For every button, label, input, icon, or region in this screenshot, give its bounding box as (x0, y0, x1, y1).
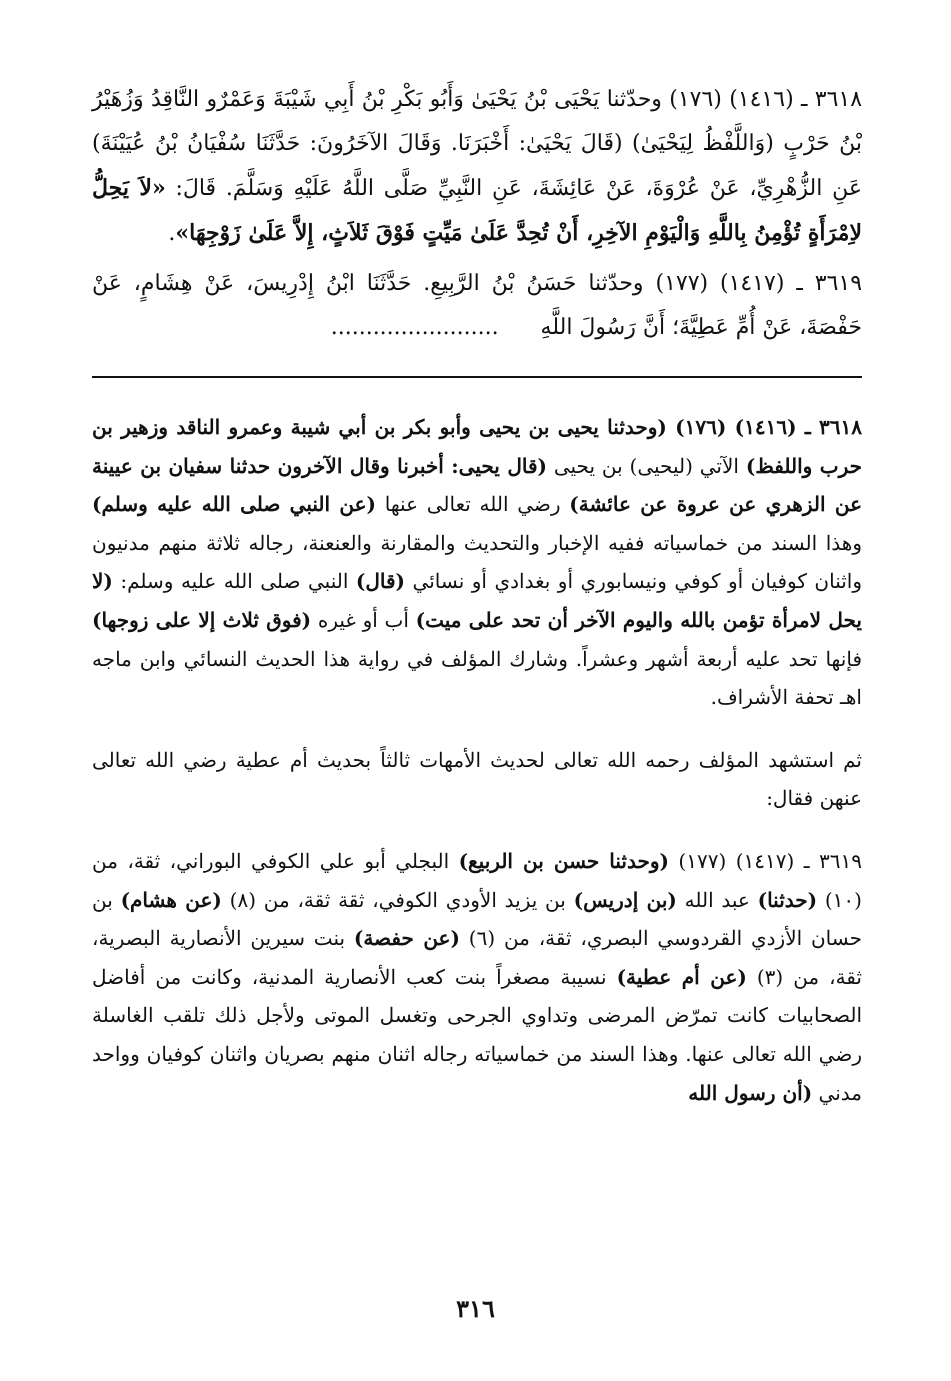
footnote-divider (92, 376, 862, 378)
hadith-text-block (92, 78, 862, 350)
hadith-3618 (92, 78, 862, 256)
hadith-3619 (92, 262, 862, 350)
page-number: ٣١٦ (456, 1294, 495, 1323)
hadith-3618-isnad: ٣٦١٨ ـ (١٤١٦) (١٧٦) وحدّثنا يَحْيَى بْنُ يَحْيَىٰ وَأَبُو بَكْرِ بْنُ أَبِي شَيْبَةَ وَعَمْرٌو النَّاقِدُ وَزُهَيْرُ بْنُ حَرْبٍ (وَاللَّفْظُ لِيَحْيَىٰ) (قَالَ يَحْيَىٰ: أَخْبَرَنَا. وَقَالَ الآخَرُونَ: حَدَّثَنَا سُفْيَانُ بْنُ عُيَيْنَةَ) عَنِ الزُّهْرِيِّ، عَنْ عُرْوَةَ، عَنْ عَائِشَةَ، عَنِ النَّبِيِّ صَلَّى اللَّهُ عَلَيْهِ وَسَلَّمَ. قَالَ: (92, 87, 863, 201)
commentary-3618: ٣٦١٨ ـ (١٤١٦) (١٧٦) (وحدثنا يحيى بن يحيى وأبو بكر بن أبي شيبة وعمرو الناقد وزهير بن حرب واللفظ) الآتي (ليحيى) بن يحيى (قال يحيى: أخبرنا وقال الآخرون حدثنا سفيان بن عيينة عن الزهري عن عروة عن عائشة) رضي الله تعالى عنها (عن النبي صلى الله عليه وسلم) وهذا السند من خماسياته ففيه الإخبار والتحديث والمقارنة والعنعنة، رجاله ثلاثة منهم مدنيون واثنان كوفيان أو كوفي ونيسابوري أو بغدادي أو نسائي (قال) النبي صلى الله عليه وسلم: (لا يحل لامرأة تؤمن بالله واليوم الآخر أن تحد على ميت) أب أو غيره (فوق ثلاث إلا على زوجها) فإنها تحد عليه أربعة أشهر وعشراً. وشارك المؤلف في رواية هذا الحديث النسائي وابن ماجه اهـ تحفة الأشراف. (92, 415, 863, 710)
commentary-block (92, 408, 862, 1112)
hadith-3618-end: . (168, 221, 176, 246)
hadith-3619-dots: ........................ (330, 315, 499, 340)
hadith-3619-text: ٣٦١٩ ـ (١٤١٧) (١٧٧) وحدّثنا حَسَنُ بْنُ الرَّبِيعِ. حَدَّثَنَا ابْنُ إِدْرِيسَ، عَنْ هِشَامٍ، عَنْ حَفْصَةَ، عَنْ أُمِّ عَطِيَّةَ؛ أَنَّ رَسُولَ اللَّهِ (92, 271, 863, 340)
hadith-3618-matn: «لاَ يَحِلُّ لاِمْرَأَةٍ تُؤْمِنُ بِاللَّهِ وَالْيَوْمِ الآخِرِ، أَنْ تُحِدَّ عَلَىٰ مَيِّتٍ فَوْقَ ثَلاَثٍ، إِلاَّ عَلَىٰ زَوْجِهَا» (92, 175, 862, 246)
commentary-transition: ثم استشهد المؤلف رحمه الله تعالى لحديث الأمهات ثالثاً بحديث أم عطية رضي الله تعالى عنهن فقال: (92, 747, 862, 811)
commentary-3619: ٣٦١٩ ـ (١٤١٧) (١٧٧) (وحدثنا حسن بن الربيع) البجلي أبو علي الكوفي البوراني، ثقة، من (١٠) (حدثنا) عبد الله (بن إدريس) بن يزيد الأودي الكوفي، ثقة ثقة، من (٨) (عن هشام) بن حسان الأزدي القردوسي البصري، ثقة، من (٦) (عن حفصة) بنت سيرين الأنصارية البصرية، ثقة، من (٣) (عن أم عطية) نسيبة مصغراً بنت كعب الأنصارية المدنية، وكانت من أفاضل الصحابيات كانت تمرّض المرضى وتداوي الجرحى وتغسل الموتى ولأجل ذلك تلقب الغاسلة رضي الله تعالى عنها. وهذا السند من خماسياته رجاله اثنان منهم بصريان واثنان كوفيان وواحد مدني (أن رسول الله (92, 848, 862, 1105)
page-body (92, 78, 862, 1112)
